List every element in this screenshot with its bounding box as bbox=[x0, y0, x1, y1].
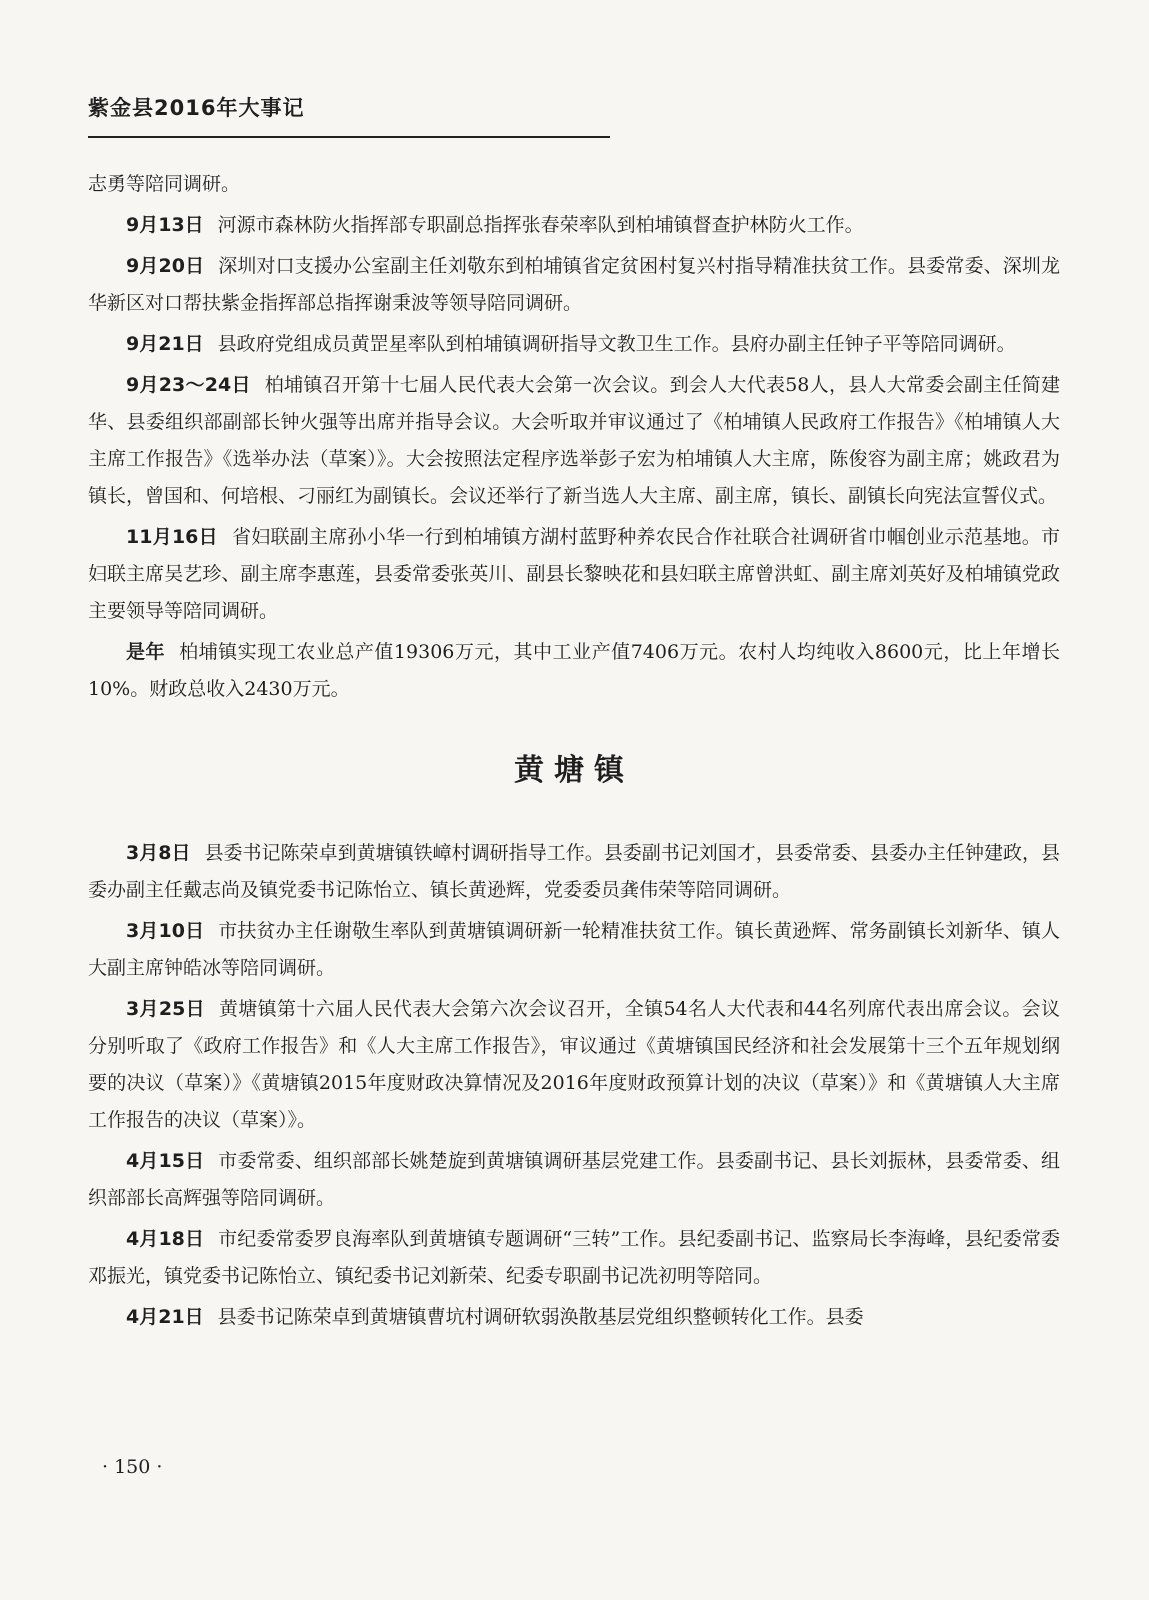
continuation-paragraph: 志勇等陪同调研。 bbox=[88, 173, 241, 195]
entry-date: 3月8日 bbox=[126, 842, 191, 864]
entry-text: 黄塘镇第十六届人民代表大会第六次会议召开，全镇54名人大代表和44名列席代表出席会议。会议分别听取了《政府工作报告》和《人大主席工作报告》，审议通过《黄塘镇国民经济和社会发展第十三个五年规划纲要的决议（草案）》《黄塘镇2015年度财政决算情况及2016年度财政预算计划的决议（草案）》和《黄塘镇人大主席工作报告的决议（草案）》。 bbox=[88, 998, 1060, 1131]
entry-paragraph bbox=[88, 1143, 1060, 1217]
entry-paragraph bbox=[88, 326, 1060, 363]
entry-paragraph bbox=[88, 519, 1060, 630]
header-rule bbox=[88, 136, 610, 138]
entry-text: 深圳对口支援办公室副主任刘敬东到柏埔镇省定贫困村复兴村指导精准扶贫工作。县委常委、深圳龙华新区对口帮扶紫金指挥部总指挥谢秉波等领导陪同调研。 bbox=[88, 255, 1060, 314]
entry-date: 11月16日 bbox=[126, 526, 218, 548]
entry-text: 省妇联副主席孙小华一行到柏埔镇方湖村蓝野种养农民合作社联合社调研省巾帼创业示范基地。市妇联主席吴艺珍、副主席李惠莲，县委常委张英川、副县长黎映花和县妇联主席曾洪虹、副主席刘英好及柏埔镇党政主要领导等陪同调研。 bbox=[88, 526, 1060, 622]
entry-paragraph bbox=[88, 367, 1060, 515]
entry-paragraph bbox=[88, 1299, 1060, 1336]
entry-date: 4月21日 bbox=[126, 1306, 204, 1328]
entry-date: 3月25日 bbox=[126, 998, 205, 1020]
entry-date: 9月13日 bbox=[126, 214, 204, 236]
entry-text: 县政府党组成员黄罡星率队到柏埔镇调研指导文教卫生工作。县府办副主任钟子平等陪同调研。 bbox=[217, 333, 1016, 355]
entry-paragraph bbox=[88, 207, 1060, 244]
entry-text: 柏埔镇召开第十七届人民代表大会第一次会议。到会人大代表58人，县人大常委会副主任简建华、县委组织部副部长钟火强等出席并指导会议。大会听取并审议通过了《柏埔镇人民政府工作报告》《柏埔镇人大主席工作报告》《选举办法（草案）》。大会按照法定程序选举彭子宏为柏埔镇人大主席，陈俊容为副主席；姚政君为镇长，曾国和、何培根、刁丽红为副镇长。会议还举行了新当选人大主席、副主席，镇长、副镇长向宪法宣誓仪式。 bbox=[88, 374, 1060, 507]
entry-date: 9月20日 bbox=[126, 255, 205, 277]
document-body bbox=[88, 166, 1060, 1340]
entry-paragraph bbox=[88, 913, 1060, 987]
entry-paragraph bbox=[88, 991, 1060, 1139]
section-title: 黄塘镇 bbox=[514, 753, 634, 788]
entry-date: 4月15日 bbox=[126, 1150, 205, 1172]
entry-paragraph bbox=[88, 835, 1060, 909]
entry-paragraph bbox=[88, 248, 1060, 322]
entry-text: 市扶贫办主任谢敬生率队到黄塘镇调研新一轮精准扶贫工作。镇长黄逊辉、常务副镇长刘新华、镇人大副主席钟皓冰等陪同调研。 bbox=[88, 920, 1060, 979]
page-number: · 150 · bbox=[102, 1456, 163, 1478]
entry-text: 县委书记陈荣卓到黄塘镇曹坑村调研软弱涣散基层党组织整顿转化工作。县委 bbox=[217, 1306, 864, 1328]
entry-date: 4月18日 bbox=[126, 1228, 205, 1250]
entry-date: 9月23～24日 bbox=[126, 374, 251, 396]
entry-date: 是年 bbox=[126, 641, 166, 663]
entry-paragraph bbox=[88, 1221, 1060, 1295]
entry-text: 柏埔镇实现工农业总产值19306万元，其中工业产值7406万元。农村人均纯收入8600元，比上年增长10%。财政总收入2430万元。 bbox=[88, 641, 1060, 700]
entry-date: 3月10日 bbox=[126, 920, 205, 942]
entry-text: 市纪委常委罗良海率队到黄塘镇专题调研“三转”工作。县纪委副书记、监察局长李海峰，县纪委常委邓振光，镇党委书记陈怡立、镇纪委书记刘新荣、纪委专职副书记冼初明等陪同。 bbox=[88, 1228, 1060, 1287]
entry-text: 县委书记陈荣卓到黄塘镇铁嶂村调研指导工作。县委副书记刘国才，县委常委、县委办主任钟建政，县委办副主任戴志尚及镇党委书记陈怡立、镇长黄逊辉，党委委员龚伟荣等陪同调研。 bbox=[88, 842, 1060, 901]
entry-text: 市委常委、组织部部长姚楚旋到黄塘镇调研基层党建工作。县委副书记、县长刘振林，县委常委、组织部部长高辉强等陪同调研。 bbox=[88, 1150, 1060, 1209]
running-header: 紫金县2016年大事记 bbox=[88, 96, 305, 120]
entry-text: 河源市森林防火指挥部专职副总指挥张春荣率队到柏埔镇督查护林防火工作。 bbox=[217, 214, 864, 236]
entry-date: 9月21日 bbox=[126, 333, 204, 355]
entry-paragraph bbox=[88, 634, 1060, 708]
